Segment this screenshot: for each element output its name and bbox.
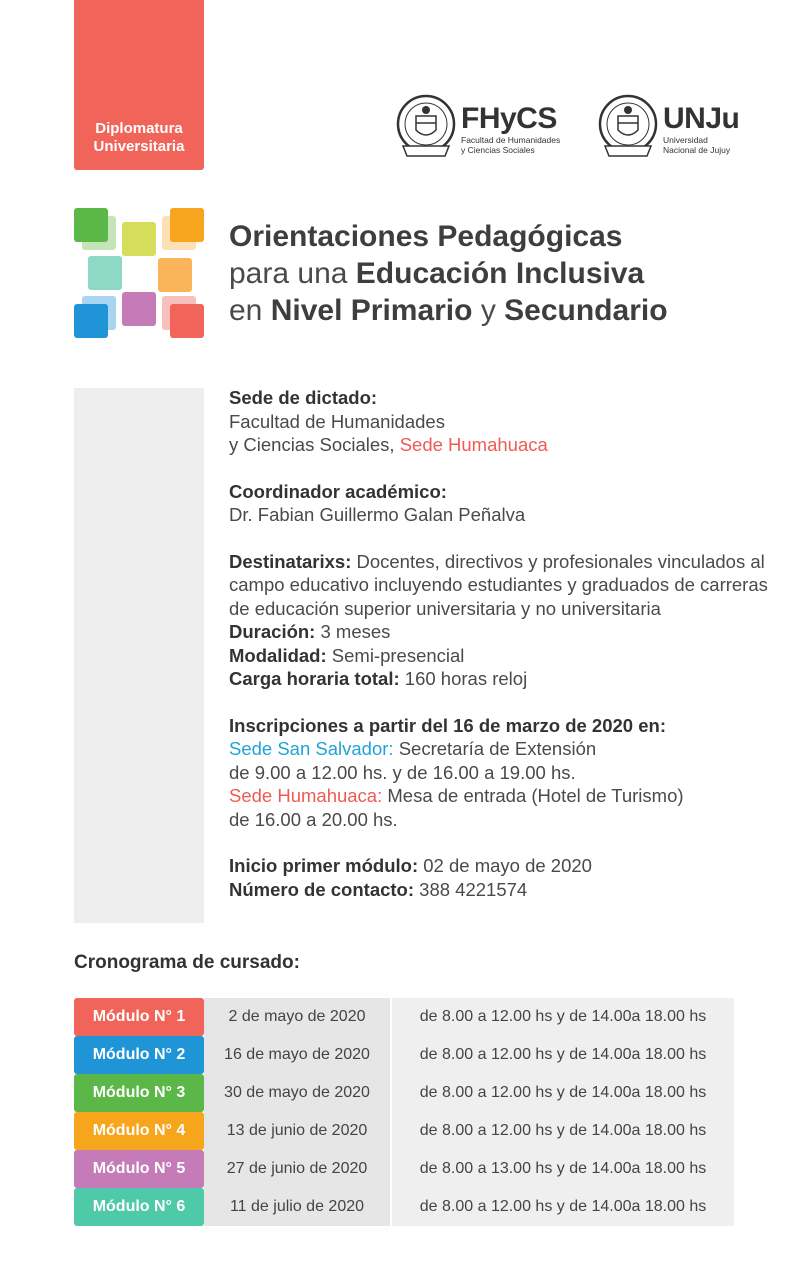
title-line3-a: en <box>229 294 271 327</box>
fhycs-logo <box>395 94 560 164</box>
title-line2-a: para una <box>229 257 356 290</box>
fhycs-sub2: y Ciencias Sociales <box>461 145 535 155</box>
contacto-value: 388 4221574 <box>414 878 528 900</box>
module-date: 16 de mayo de 2020 <box>204 1036 390 1074</box>
color-squares-graphic <box>74 208 206 340</box>
coord-label: Coordinador académico: <box>229 480 447 502</box>
sede-line1: Facultad de Humanidades <box>229 410 445 432</box>
info-side-bar <box>74 388 204 923</box>
ss-label: Sede San Salvador: <box>229 738 394 759</box>
table-row <box>74 1036 734 1074</box>
module-hours: de 8.00 a 12.00 hs y de 14.00a 18.00 hs <box>392 1188 734 1226</box>
module-hours: de 8.00 a 12.00 hs y de 14.00a 18.00 hs <box>392 1112 734 1150</box>
contacto-label: Número de contacto: <box>229 878 415 900</box>
dest-value: Docentes, directivos y profesionales vinculados al campo educativo incluyendo estudiantes y graduados de carreras de educación superior universitaria y no universitaria <box>229 550 768 619</box>
ss-value: Secretaría de Extensión <box>393 738 597 759</box>
module-label: Módulo N° 2 <box>74 1036 204 1074</box>
dest-label: Destinatarixs: <box>229 550 352 572</box>
inicio-label: Inicio primer módulo: <box>229 855 419 876</box>
hh-hours: de 16.00 a 20.00 hs. <box>229 808 398 830</box>
sede-highlight: Sede Humahuaca <box>399 434 548 455</box>
fhycs-sub1: Facultad de Humanidades <box>461 135 561 145</box>
module-hours: de 8.00 a 12.00 hs y de 14.00a 18.00 hs <box>392 998 734 1036</box>
table-row <box>74 998 734 1036</box>
title-line3-b: Nivel Primario <box>270 294 473 327</box>
unju-seal-icon <box>597 94 659 164</box>
carga-value: 160 horas reloj <box>399 668 528 689</box>
carga-label: Carga horaria total: <box>229 668 400 689</box>
module-hours: de 8.00 a 12.00 hs y de 14.00a 18.00 hs <box>392 1074 734 1112</box>
module-label: Módulo N° 5 <box>74 1150 204 1188</box>
fhycs-name: FHyCS <box>461 102 557 135</box>
module-label: Módulo N° 3 <box>74 1074 204 1112</box>
module-label: Módulo N° 4 <box>74 1112 204 1150</box>
module-date: 30 de mayo de 2020 <box>204 1074 390 1112</box>
title-line2-b: Educación Inclusiva <box>355 257 645 290</box>
dur-value: 3 meses <box>315 621 391 642</box>
unju-sub1: Universidad <box>663 135 708 145</box>
badge-line1: Diplomatura <box>95 120 183 137</box>
module-hours: de 8.00 a 12.00 hs y de 14.00a 18.00 hs <box>392 1036 734 1074</box>
module-date: 2 de mayo de 2020 <box>204 998 390 1036</box>
inicio-value: 02 de mayo de 2020 <box>418 855 592 876</box>
dur-label: Duración: <box>229 621 316 642</box>
page-title <box>229 218 668 329</box>
hh-label: Sede Humahuaca: <box>229 785 383 806</box>
sede-label: Sede de dictado: <box>229 387 378 408</box>
cronograma-title: Cronograma de cursado: <box>74 952 300 973</box>
title-line3-c: y <box>472 294 505 327</box>
module-label: Módulo N° 6 <box>74 1188 204 1226</box>
table-row <box>74 1150 734 1188</box>
unju-name: UNJu <box>663 102 740 135</box>
sede-line2: y Ciencias Sociales, <box>229 434 400 455</box>
table-row <box>74 1112 734 1150</box>
mod-label: Modalidad: <box>229 644 327 666</box>
mod-value: Semi-presencial <box>326 644 465 666</box>
info-section <box>229 386 789 924</box>
module-date: 11 de julio de 2020 <box>204 1188 390 1226</box>
hh-value: Mesa de entrada (Hotel de Turismo) <box>382 785 684 806</box>
table-row <box>74 1074 734 1112</box>
module-date: 13 de junio de 2020 <box>204 1112 390 1150</box>
module-hours: de 8.00 a 13.00 hs y de 14.00a 18.00 hs <box>392 1150 734 1188</box>
unju-logo <box>597 94 739 164</box>
module-date: 27 de junio de 2020 <box>204 1150 390 1188</box>
insc-label: Inscripciones a partir del 16 de marzo de 2020 en: <box>229 714 666 736</box>
ss-hours: de 9.00 a 12.00 hs. y de 16.00 a 19.00 hs. <box>229 761 576 783</box>
title-line1: Orientaciones Pedagógicas <box>229 220 623 253</box>
diplomatura-badge <box>74 0 204 170</box>
fhycs-seal-icon <box>395 94 457 164</box>
table-row <box>74 1188 734 1226</box>
unju-sub2: Nacional de Jujuy <box>663 145 731 155</box>
badge-line2: Universitaria <box>93 138 185 155</box>
module-label: Módulo N° 1 <box>74 998 204 1036</box>
coord-value: Dr. Fabian Guillermo Galan Peñalva <box>229 504 526 525</box>
title-line3-d: Secundario <box>504 294 668 327</box>
